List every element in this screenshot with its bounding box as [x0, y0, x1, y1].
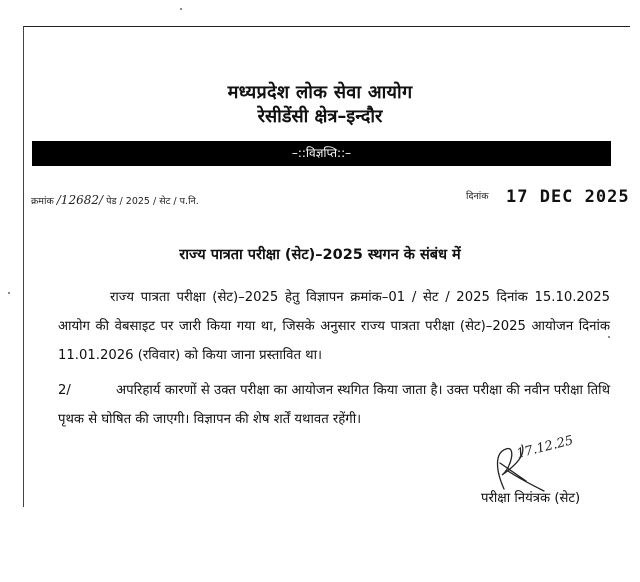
signatory-designation: परीक्षा नियंत्रक (सेट) — [481, 491, 581, 506]
body-paragraph-1: राज्य पात्रता परीक्षा (सेट)–2025 हेतु विज्ञापन क्रमांक–01 / सेट / 2025 दिनांक 15.10.2025 आयोग की वेबसाइट पर जारी किया गया था, जिसके अनुसार राज्य पात्रता परीक्षा (सेट)–2025 आयोजन दिनांक 11.01.2026 (रविवार) को किया जाना प्रस्तावित था। — [58, 290, 610, 363]
notice-title: –::विज्ञप्ति::– — [291, 146, 352, 160]
paragraph-number: 2/ — [58, 383, 71, 398]
handwritten-reference-number: /12682/ — [56, 193, 104, 207]
notice-title-bar — [32, 141, 611, 166]
scan-speck — [180, 8, 182, 10]
reference-number — [31, 193, 199, 207]
signature-date: 17.12.25 — [515, 433, 575, 462]
reference-prefix: क्रमांक — [31, 196, 54, 207]
reference-suffix: पेड / 2025 / सेट / प.नि. — [106, 196, 199, 207]
paragraph-2-text: अपरिहार्य कारणों से उक्त परीक्षा का आयोजन स्थगित किया जाता है। उक्त परीक्षा की नवीन परीक्षा तिथि पृथक से घोषित की जाएगी। विज्ञापन की शेष शर्तें यथावत रहेंगी। — [58, 383, 610, 427]
subject-line: राज्य पात्रता परीक्षा (सेट)–2025 स्थगन के संबंध में — [179, 247, 461, 263]
date-stamp: 17 DEC 2025 — [506, 187, 630, 207]
body-paragraph-2 — [58, 376, 610, 434]
organization-name: मध्यप्रदेश लोक सेवा आयोग — [227, 82, 413, 103]
scan-speck — [8, 292, 10, 294]
scan-speck — [608, 336, 610, 338]
organization-address: रेसीडेंसी क्षेत्र–इन्दौर — [257, 106, 383, 127]
date-label: दिनांक — [466, 191, 489, 202]
